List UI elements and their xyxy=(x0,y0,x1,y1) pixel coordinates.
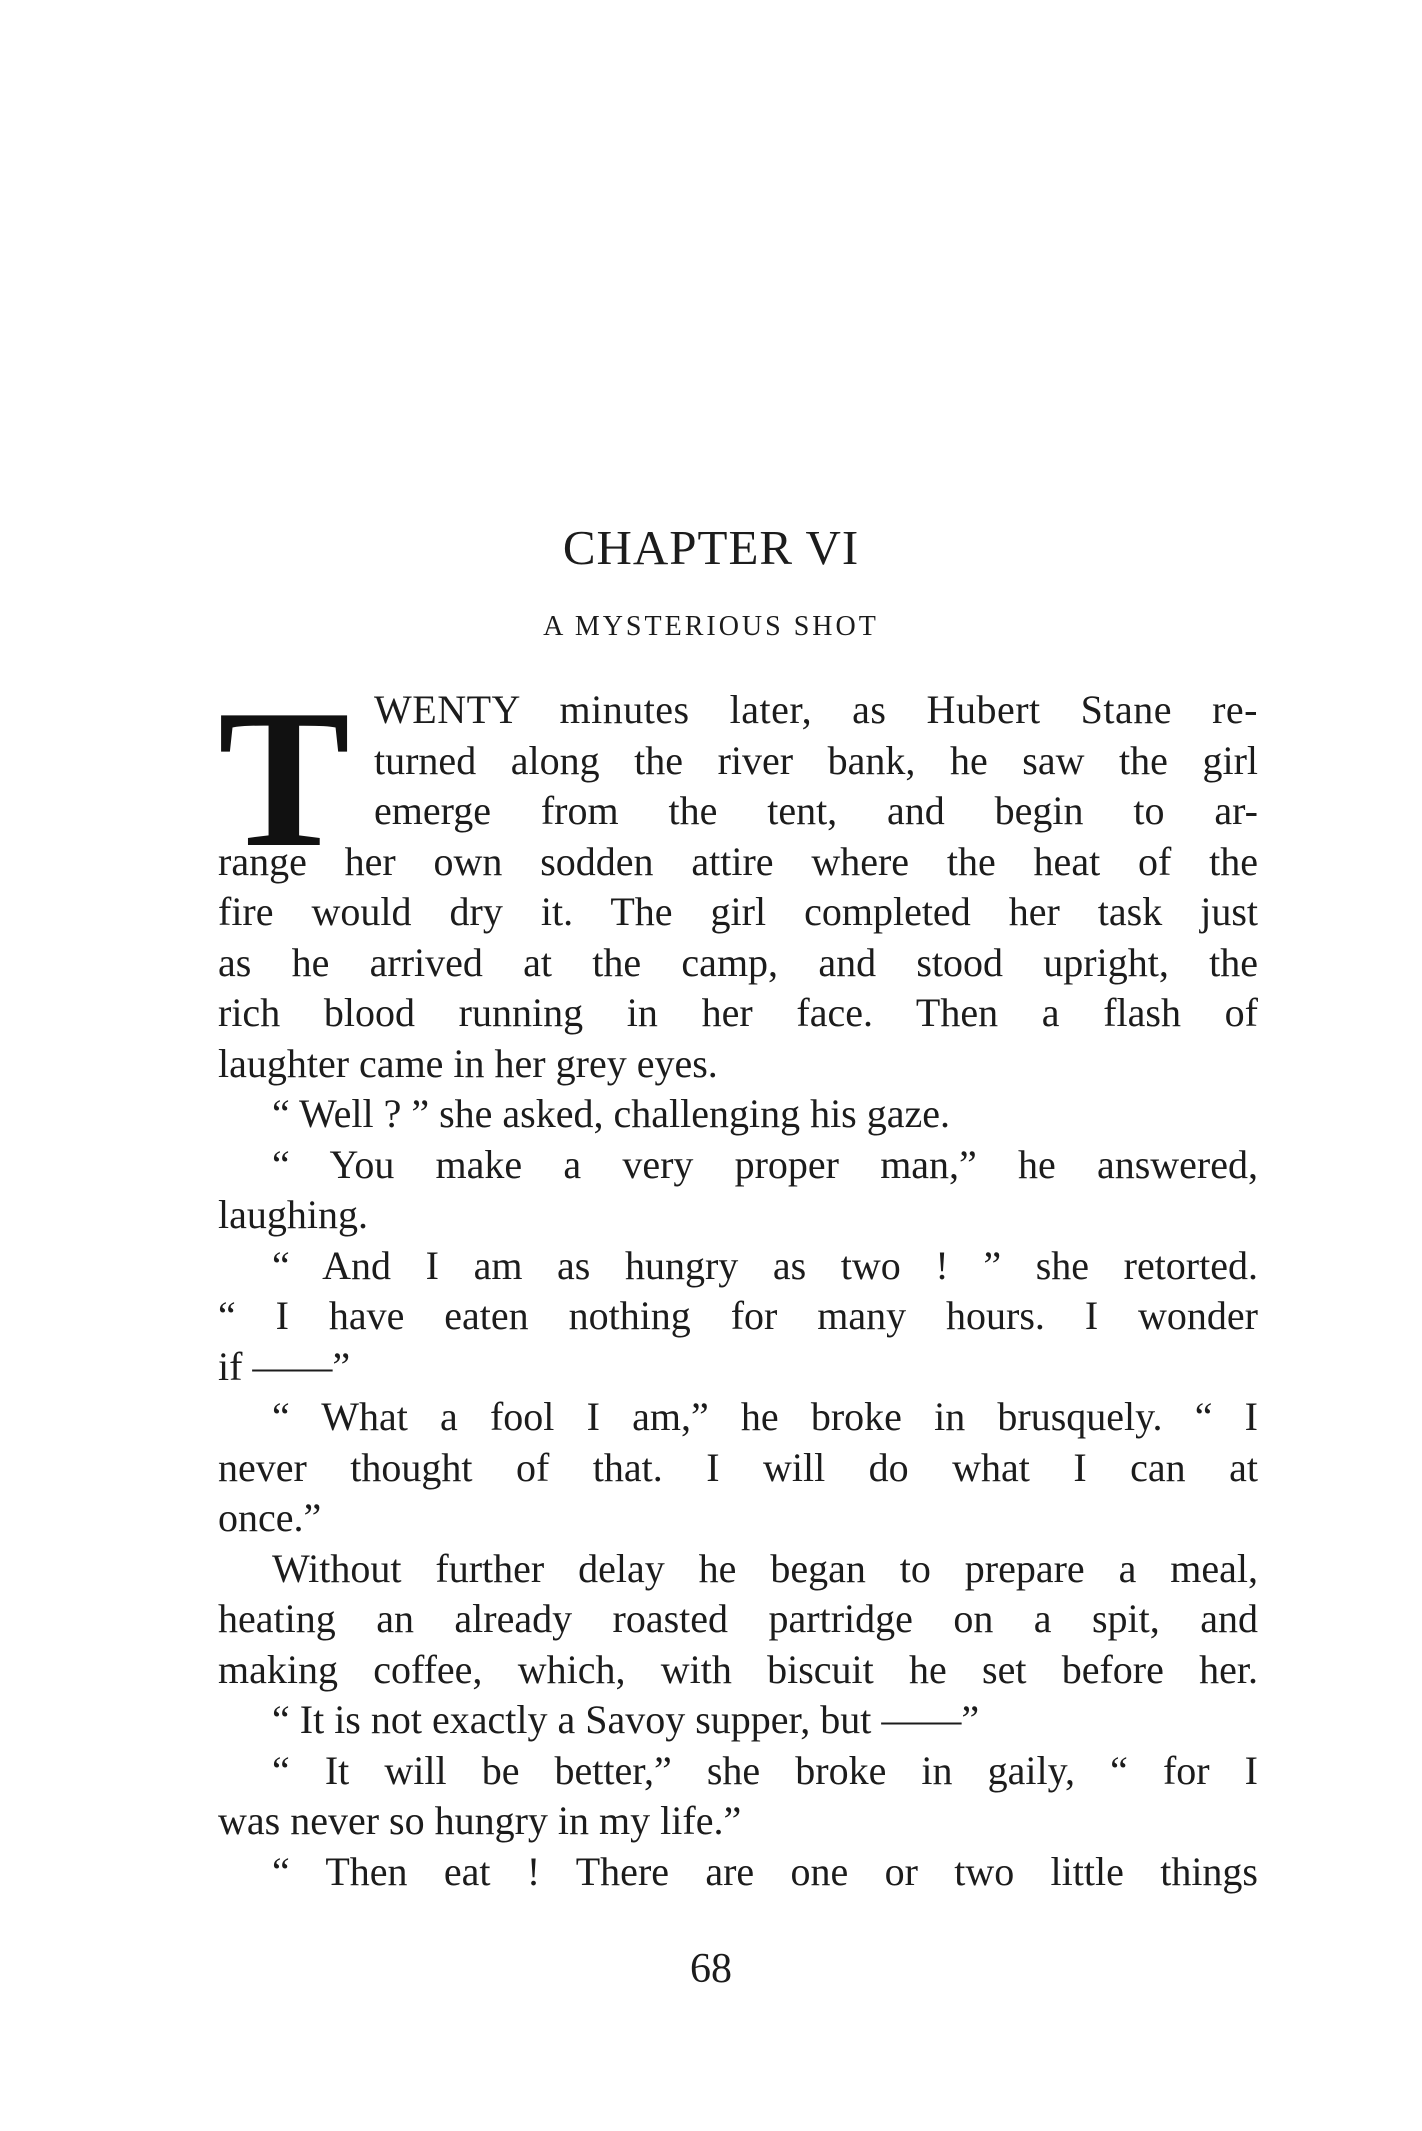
text-line: never thought of that. I will do what I can at xyxy=(218,1444,1258,1490)
text-line: laughing. xyxy=(218,1192,368,1237)
text-line: “ What a fool I am,” he broke in brusquely. “ I xyxy=(272,1394,1258,1439)
text-line: Without further delay he began to prepare a meal, xyxy=(272,1545,1258,1591)
text-line: as he arrived at the camp, and stood upright, the xyxy=(218,939,1258,985)
body-text xyxy=(218,669,1258,1897)
text-line: range her own sodden attire where the heat of the xyxy=(218,838,1258,884)
text-line: “ You make a very proper man,” he answered, xyxy=(272,1141,1258,1187)
text-line: “ And I am as hungry as two ! ” she retorted. xyxy=(272,1242,1258,1288)
chapter-subtitle: A MYSTERIOUS SHOT xyxy=(543,611,879,642)
text-line: fire would dry it. The girl completed her task just xyxy=(218,889,1258,934)
text-line: “ I have eaten nothing for many hours. I wonder xyxy=(218,1293,1258,1338)
text-line: turned along the river bank, he saw the girl xyxy=(374,737,1258,783)
text-line: “ Then eat ! There are one or two little things xyxy=(272,1848,1258,1894)
text-line: once.” xyxy=(218,1495,322,1540)
text-line: emerge from the tent, and begin to ar- xyxy=(374,788,1258,833)
text-line: if ——” xyxy=(218,1343,351,1389)
text-line: rich blood running in her face. Then a flash of xyxy=(218,990,1258,1035)
text-line: WENTY minutes later, as Hubert Stane re- xyxy=(374,687,1258,732)
text-line: “ It will be better,” she broke in gaily, “ for I xyxy=(272,1747,1258,1793)
text-line: was never so hungry in my life.” xyxy=(218,1798,742,1843)
text-line: “ It is not exactly a Savoy supper, but ——” xyxy=(272,1697,980,1742)
text-line: “ Well ? ” she asked, challenging his gaze. xyxy=(272,1091,951,1136)
chapter-title: CHAPTER VI xyxy=(562,520,860,575)
text-line: making coffee, which, with biscuit he set before her. xyxy=(218,1646,1258,1692)
text-line: laughter came in her grey eyes. xyxy=(218,1040,718,1086)
text-line: heating an already roasted partridge on a spit, and xyxy=(218,1596,1258,1641)
drop-cap-letter: T xyxy=(218,669,351,888)
page-number: 68 xyxy=(690,1946,732,1992)
